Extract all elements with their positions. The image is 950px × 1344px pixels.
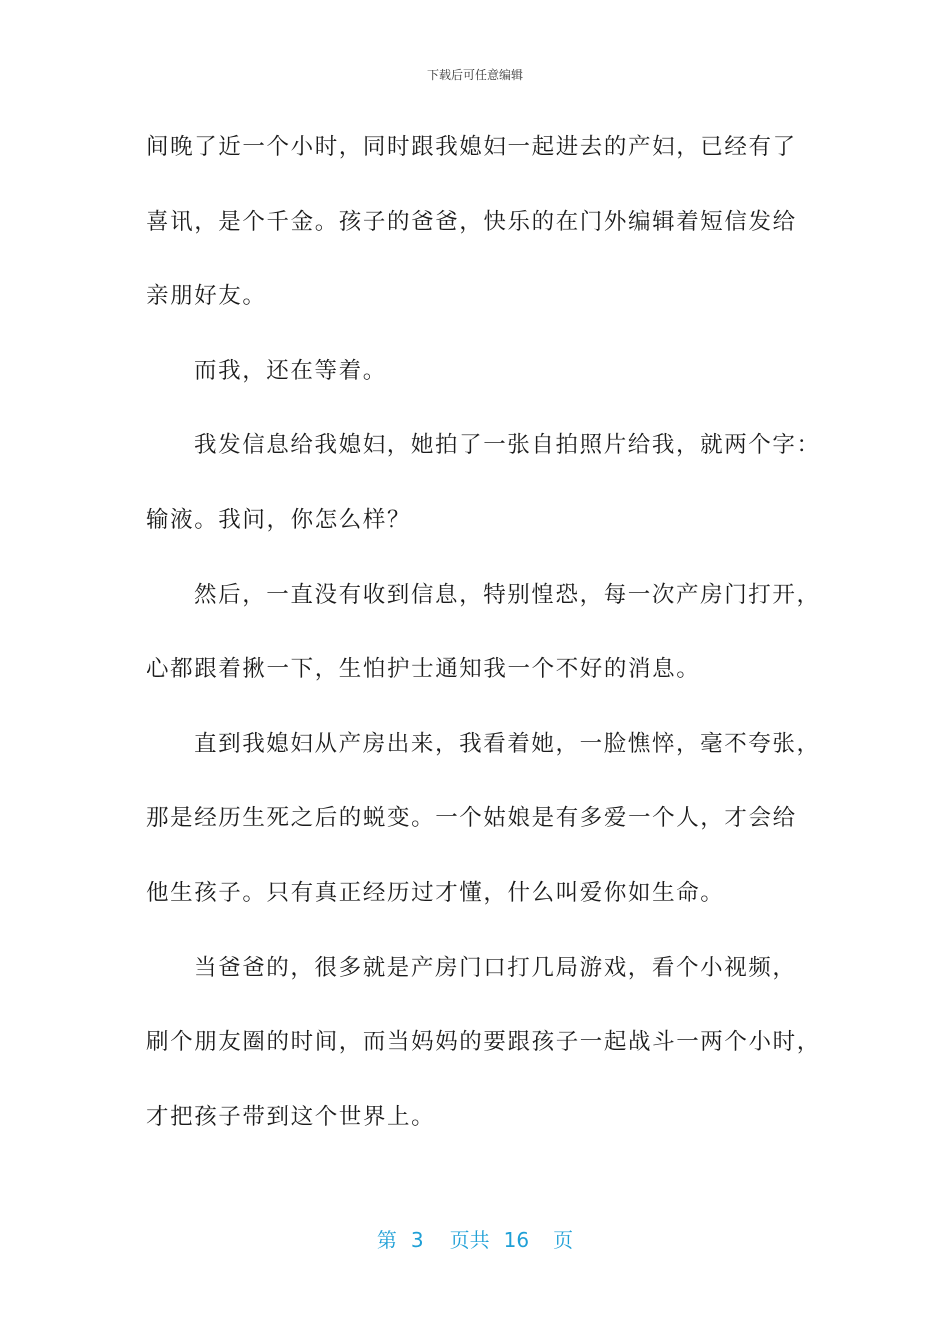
text-line: 间晚了近一个小时，同时跟我媳妇一起进去的产妇，已经有了 bbox=[146, 134, 797, 160]
footer-current-page: 3 bbox=[410, 1228, 424, 1252]
text-line: 我发信息给我媳妇，她拍了一张自拍照片给我，就两个字： bbox=[194, 432, 821, 459]
text-line: 那是经历生死之后的蜕变。一个姑娘是有多爱一个人，才会给 bbox=[146, 805, 797, 832]
text-line: 才把孩子带到这个世界上。 bbox=[146, 1103, 436, 1130]
page-header-note: 下载后可任意编辑 bbox=[426, 68, 523, 82]
text-line: 喜讯，是个千金。孩子的爸爸，快乐的在门外编辑着短信发给 bbox=[146, 208, 797, 235]
footer-total-pages: 16 bbox=[503, 1228, 530, 1252]
page-footer bbox=[0, 1224, 950, 1253]
text-line: 刷个朋友圈的时间，而当妈妈的要跟孩子一起战斗一两个小时， bbox=[146, 1029, 821, 1056]
text-line: 亲朋好友。 bbox=[146, 283, 267, 310]
text-line: 而我，还在等着。 bbox=[194, 357, 387, 384]
footer-label-end: 页 bbox=[553, 1228, 574, 1252]
footer-label-page: 第 bbox=[376, 1228, 397, 1252]
text-line: 心都跟着揪一下，生怕护士通知我一个不好的消息。 bbox=[146, 656, 701, 683]
text-line: 输液。我问，你怎么样？ bbox=[146, 506, 412, 533]
document-body bbox=[146, 122, 821, 1166]
text-line: 然后，一直没有收到信息，特别惶恐，每一次产房门打开， bbox=[194, 581, 821, 608]
text-line: 他生孩子。只有真正经历过才懂，什么叫爱你如生命。 bbox=[146, 879, 725, 906]
text-line: 直到我媳妇从产房出来，我看着她，一脸憔悴，毫不夸张， bbox=[194, 730, 821, 757]
footer-label-total: 页共 bbox=[449, 1228, 490, 1252]
text-line: 当爸爸的，很多就是产房门口打几局游戏，看个小视频， bbox=[194, 954, 797, 981]
